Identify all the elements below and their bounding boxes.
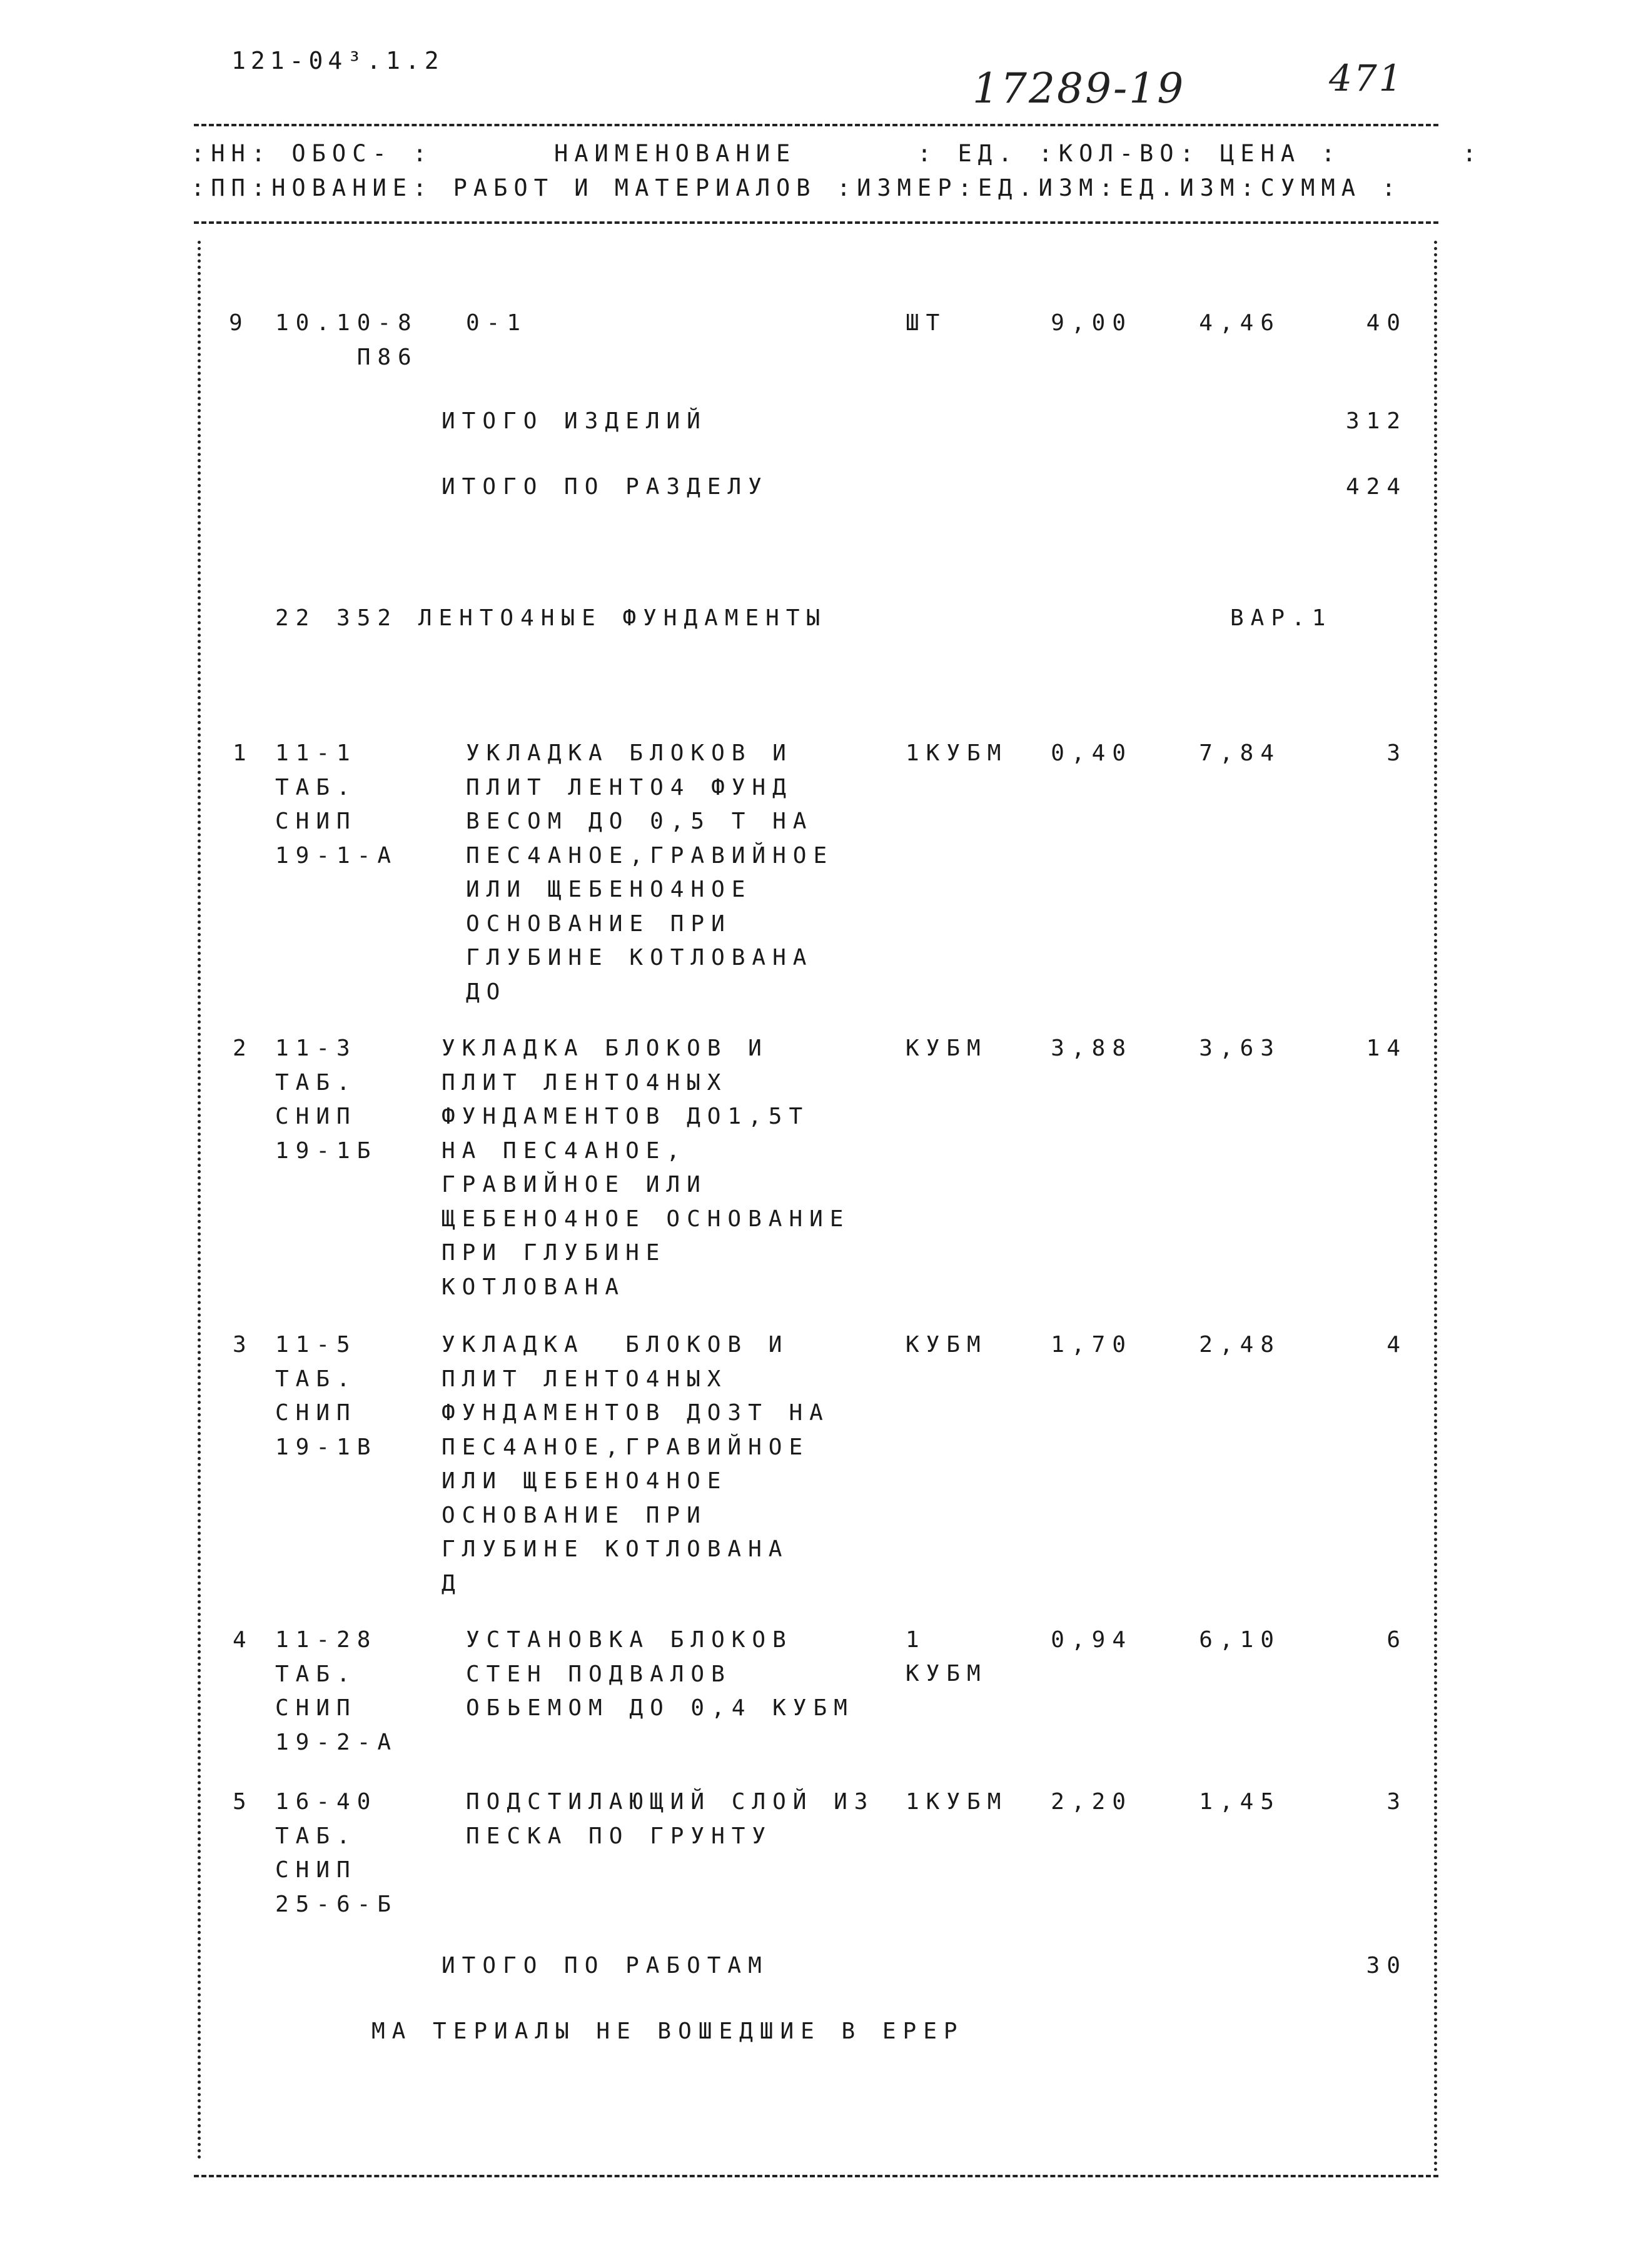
row-qty: 0,94 [1051, 1627, 1133, 1653]
header-rule [194, 221, 1438, 224]
total-label: ИТОГО ПО РАБОТАМ [442, 1953, 769, 1978]
row-name: УСТАНОВКА БЛОКОВ СТЕН ПОДВАЛОВ ОБЬЕМОМ ДО 0,4 КУБМ [466, 1627, 854, 1721]
row-price: 4,46 [1199, 310, 1281, 336]
row-number: 2 [233, 1036, 253, 1061]
row-unit: КУБМ [906, 1332, 987, 1358]
row-price: 3,63 [1199, 1036, 1281, 1061]
row-code: 11-5 ТАБ. СНИП 19-1В [275, 1332, 378, 1460]
row-code: 10.10-8 П86 [275, 310, 418, 370]
row-qty: 0,40 [1051, 740, 1133, 766]
row-price: 2,48 [1199, 1332, 1281, 1358]
row-code: 16-40 ТАБ. СНИП 25-6-Б [275, 1789, 398, 1917]
header-line-1: :НН: ОБОС- : НАИМЕНОВАНИЕ : ЕД. :КОЛ-ВО: ЦЕНА : : [191, 140, 1483, 167]
row-name: ПОДСТИЛАЮЩИЙ СЛОЙ ИЗ ПЕСКА ПО ГРУНТУ [466, 1789, 875, 1849]
document-code: 121-04³.1.2 [231, 47, 444, 74]
row-name: 0-1 [466, 310, 528, 336]
right-border [1434, 241, 1437, 2173]
row-sum: 3 [1386, 740, 1407, 766]
row-sum: 3 [1386, 1789, 1407, 1815]
row-sum: 14 [1366, 1036, 1407, 1061]
row-number: 3 [233, 1332, 253, 1358]
row-unit: 1КУБМ [906, 1789, 1008, 1815]
row-number: 1 [233, 740, 253, 766]
row-unit: КУБМ [906, 1036, 987, 1061]
row-unit: 1КУБМ [906, 740, 1008, 766]
row-unit: ШТ [906, 310, 947, 336]
row-code: 11-1 ТАБ. СНИП 19-1-А [275, 740, 398, 869]
row-sum: 40 [1366, 310, 1407, 336]
row-name: УКЛАДКА БЛОКОВ И ПЛИТ ЛЕНТО4НЫХ ФУНДАМЕНТОВ ДО3Т НА ПЕС4АНОЕ,ГРАВИЙНОЕ ИЛИ ЩЕБЕНО4НОЕ ОСНОВАНИЕ ПРИ ГЛУБИНЕ КОТЛОВАНА Д [442, 1332, 830, 1596]
total-value: 424 [1345, 474, 1407, 500]
materials-note: МА ТЕРИАЛЫ НЕ ВОШЕДШИЕ В ЕРЕР [371, 2019, 964, 2044]
header-line-2: :ПП:НОВАНИЕ: РАБОТ И МАТЕРИАЛОВ :ИЗМЕР:ЕД.ИЗМ:ЕД.ИЗМ:СУММА : [191, 174, 1402, 201]
bottom-rule [194, 2175, 1438, 2177]
row-qty: 9,00 [1051, 310, 1133, 336]
row-number: 4 [233, 1627, 253, 1653]
row-price: 7,84 [1199, 740, 1281, 766]
row-code: 11-28 ТАБ. СНИП 19-2-А [275, 1627, 398, 1755]
section-title: 22 352 ЛЕНТО4НЫЕ ФУНДАМЕНТЫ [275, 605, 827, 631]
total-label: ИТОГО ПО РАЗДЕЛУ [442, 474, 769, 500]
row-qty: 2,20 [1051, 1789, 1133, 1815]
left-border [198, 241, 201, 2160]
handwritten-number: 17289-19 [972, 64, 1186, 113]
row-unit: 1 КУБМ [906, 1627, 987, 1686]
row-name: УКЛАДКА БЛОКОВ И ПЛИТ ЛЕНТО4 ФУНД ВЕСОМ ДО 0,5 Т НА ПЕС4АНОЕ,ГРАВИЙНОЕ ИЛИ ЩЕБЕНО4НОЕ ОСНОВАНИЕ ПРИ ГЛУБИНЕ КОТЛОВАНА ДО [466, 740, 834, 1005]
row-qty: 3,88 [1051, 1036, 1133, 1061]
section-variant: ВАР.1 [1230, 605, 1333, 631]
page-number: 471 [1329, 57, 1404, 99]
total-label: ИТОГО ИЗДЕЛИЙ [442, 408, 707, 434]
row-price: 6,10 [1199, 1627, 1281, 1653]
total-value: 312 [1345, 408, 1407, 434]
row-sum: 4 [1386, 1332, 1407, 1358]
row-code: 11-3 ТАБ. СНИП 19-1Б [275, 1036, 378, 1164]
row-number: 5 [233, 1789, 253, 1815]
row-name: УКЛАДКА БЛОКОВ И ПЛИТ ЛЕНТО4НЫХ ФУНДАМЕНТОВ ДО1,5Т НА ПЕС4АНОЕ, ГРАВИЙНОЕ ИЛИ ЩЕБЕНО4НОЕ ОСНОВАНИЕ ПРИ ГЛУБИНЕ КОТЛОВАНА [442, 1036, 851, 1300]
row-price: 1,45 [1199, 1789, 1281, 1815]
total-value: 30 [1366, 1953, 1407, 1978]
row-number: 9 [229, 310, 250, 336]
row-qty: 1,70 [1051, 1332, 1133, 1358]
row-sum: 6 [1386, 1627, 1407, 1653]
top-rule [194, 124, 1438, 126]
